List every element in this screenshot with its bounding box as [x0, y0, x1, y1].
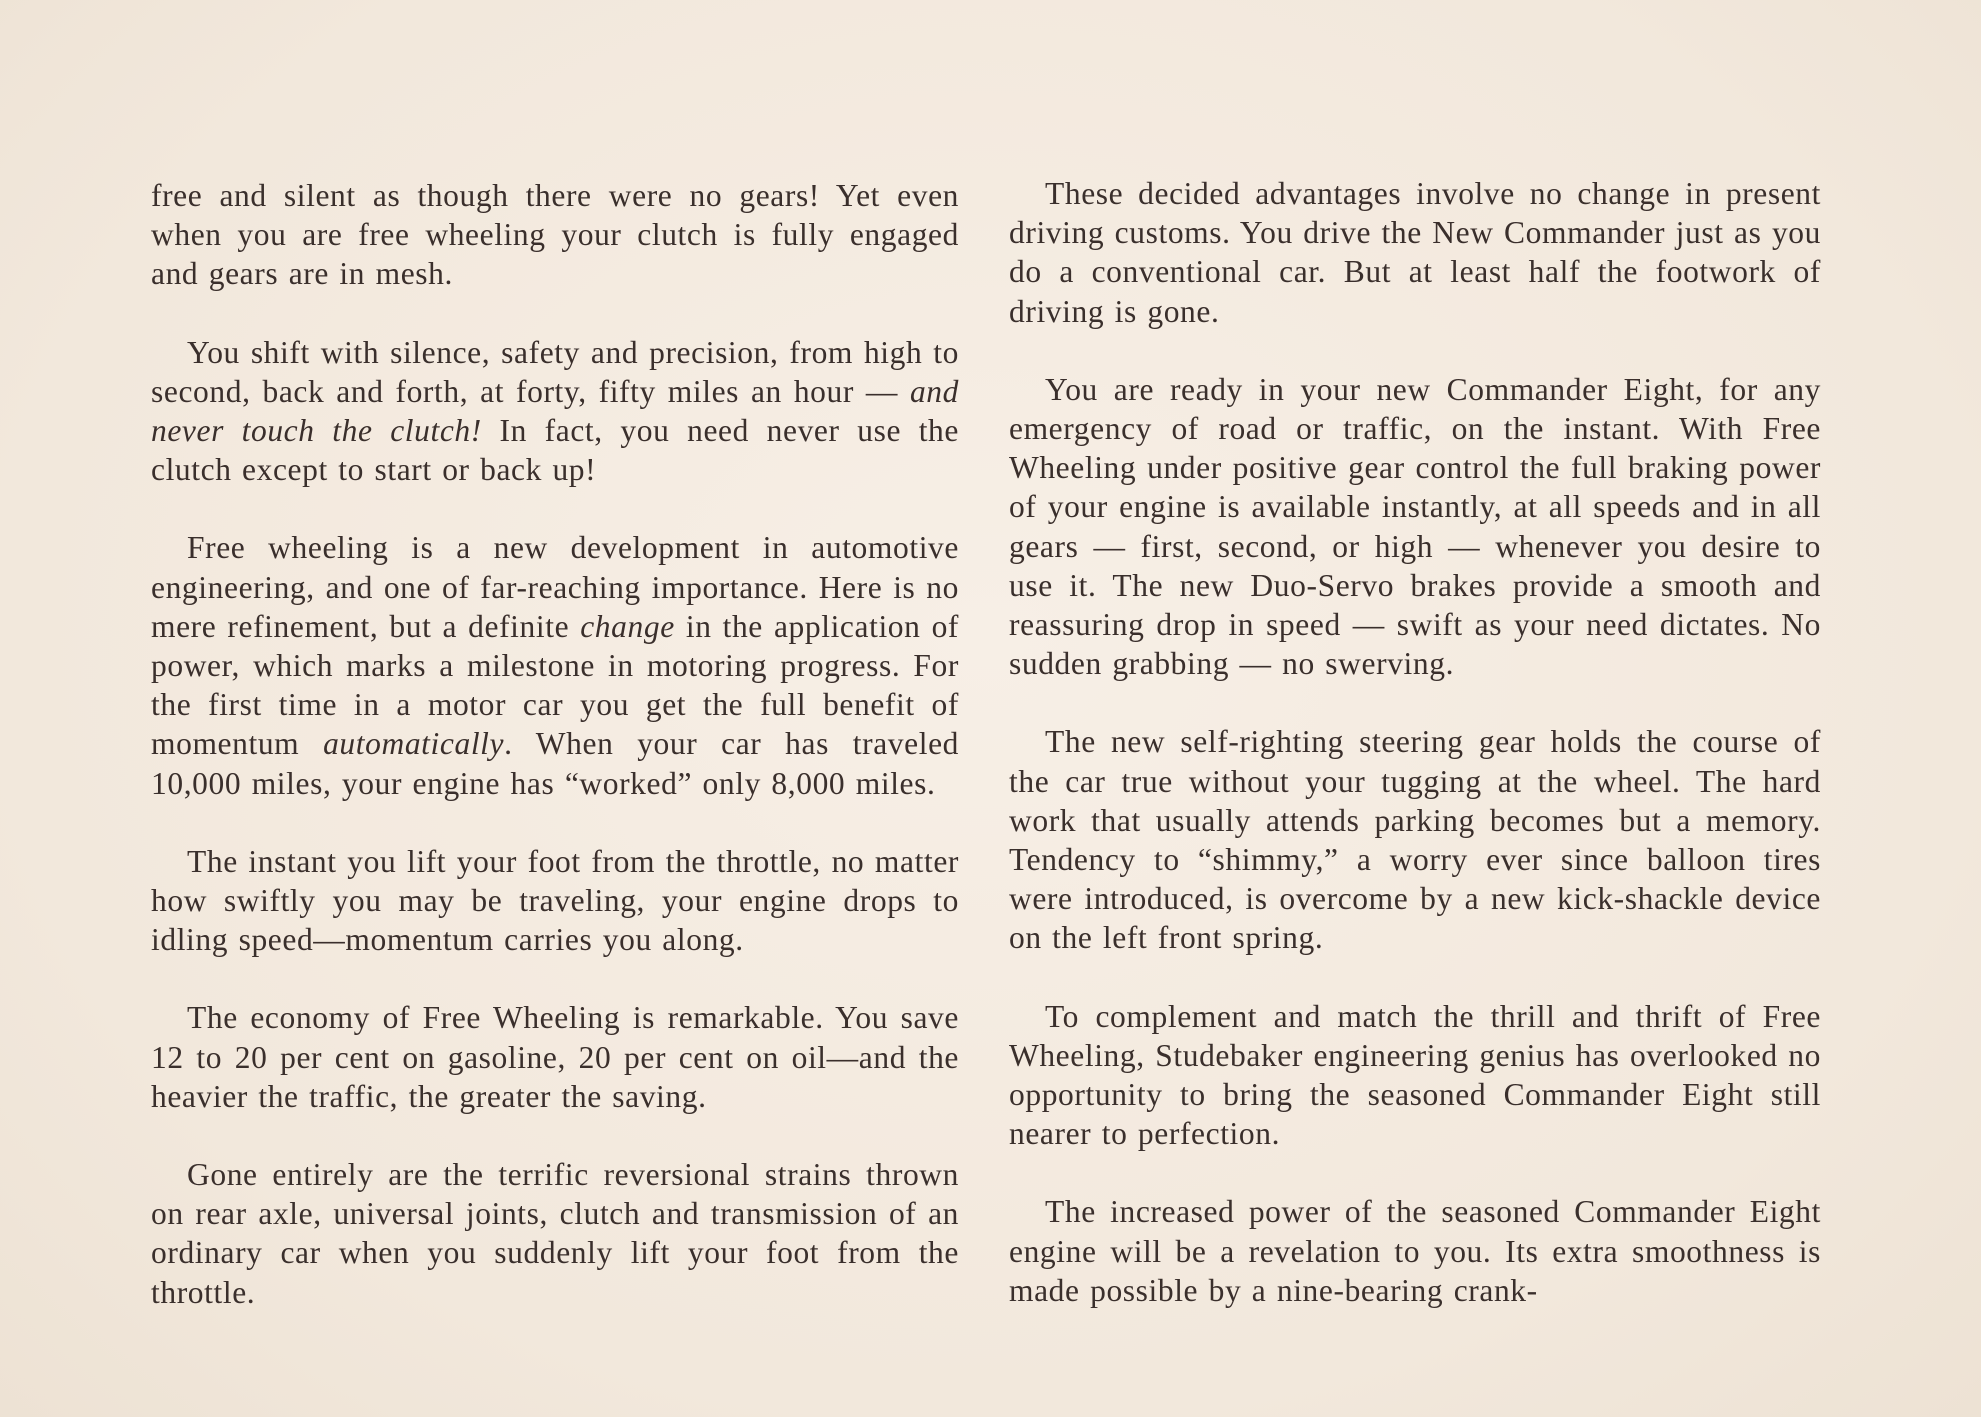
emphasis-change: change: [580, 608, 675, 644]
paragraph-free-wheeling-development: [151, 528, 959, 802]
paragraph-complement: To complement and match the thrill and thrift of Free Wheeling, Studebaker engineering genius has overlooked no opportunity to bring the seasoned Commander Eight still nearer to perfection.: [1009, 998, 1821, 1152]
paragraph-you-shift: [151, 333, 959, 490]
right-column: [1009, 174, 1821, 1349]
emphasis-never-touch-clutch: and never touch the clutch!: [151, 373, 959, 449]
paragraph-economy: The economy of Free Wheeling is remarkable. You save 12 to 20 per cent on gasoline, 20 per cent on oil—and the heavier the traffic, the greater the saving.: [151, 1000, 959, 1114]
emphasis-automatically: automatically: [323, 726, 505, 762]
paragraph-development-text-b: in the application of power, which marks a milestone in motoring progress. For the first time in a motor car you get the full benefit of momentum: [151, 608, 960, 762]
paragraph-instant-lift-foot: The instant you lift your foot from the throttle, no matter how swiftly you may be traveling, your engine drops to idling speed—momentum carries you along.: [151, 843, 959, 958]
paragraph-ready-emergency: You are ready in your new Commander Eight, for any emergency of road or traffic, on the instant. With Free Wheeling under positive gear control the full braking power of your engine is available instantly, at all speeds and in all gears — first, second, or high — whenever you desire to use it. The new Duo-Servo brakes provide a smooth and reassuring drop in speed — swift as your need dictates. No sudden grabbing — no swerving.: [1009, 371, 1821, 682]
paragraph-decided-advantages: These decided advantages involve no change in present driving customs. You drive the New Commander just as you do a conventional car. But at least half the footwork of driving is gone.: [1009, 176, 1821, 329]
paragraph-free-and-silent: free and silent as though there were no gears! Yet even when you are free wheeling your clutch is fully engaged and gears are in mesh.: [151, 178, 959, 292]
paragraph-gone-entirely: Gone entirely are the terrific reversional strains thrown on rear axle, universal joints, clutch and transmission of an ordinary car when you suddenly lift your foot from the throttle.: [151, 1157, 959, 1310]
paragraph-increased-power: The increased power of the seasoned Commander Eight engine will be a revelation to you. Its extra smoothness is made possible by a nine-bearing crank-: [1009, 1194, 1821, 1308]
paragraph-development-text-c: . When your car has traveled 10,000 miles, your engine has “worked” only 8,000 miles.: [151, 726, 959, 801]
paragraph-steering-gear: The new self-righting steering gear holds the course of the car true without your tugging at the wheel. The hard work that usually attends parking becomes but a memory. Tendency to “shimmy,” a worry ever since balloon tires were introduced, is overcome by a new kick-shackle device on the left front spring.: [1009, 724, 1821, 956]
paragraph-you-shift-text-a: You shift with silence, safety and precision, from high to second, back and forth, at forty, fifty miles an hour —: [151, 334, 959, 409]
paragraph-you-shift-text-b: In fact, you need never use the clutch except to start or back up!: [151, 413, 959, 488]
left-column: [151, 176, 959, 1351]
paragraph-development-text-a: Free wheeling is a new development in automotive engineering, and one of far-reaching importance. Here is no mere refinement, but a definite: [151, 530, 959, 644]
